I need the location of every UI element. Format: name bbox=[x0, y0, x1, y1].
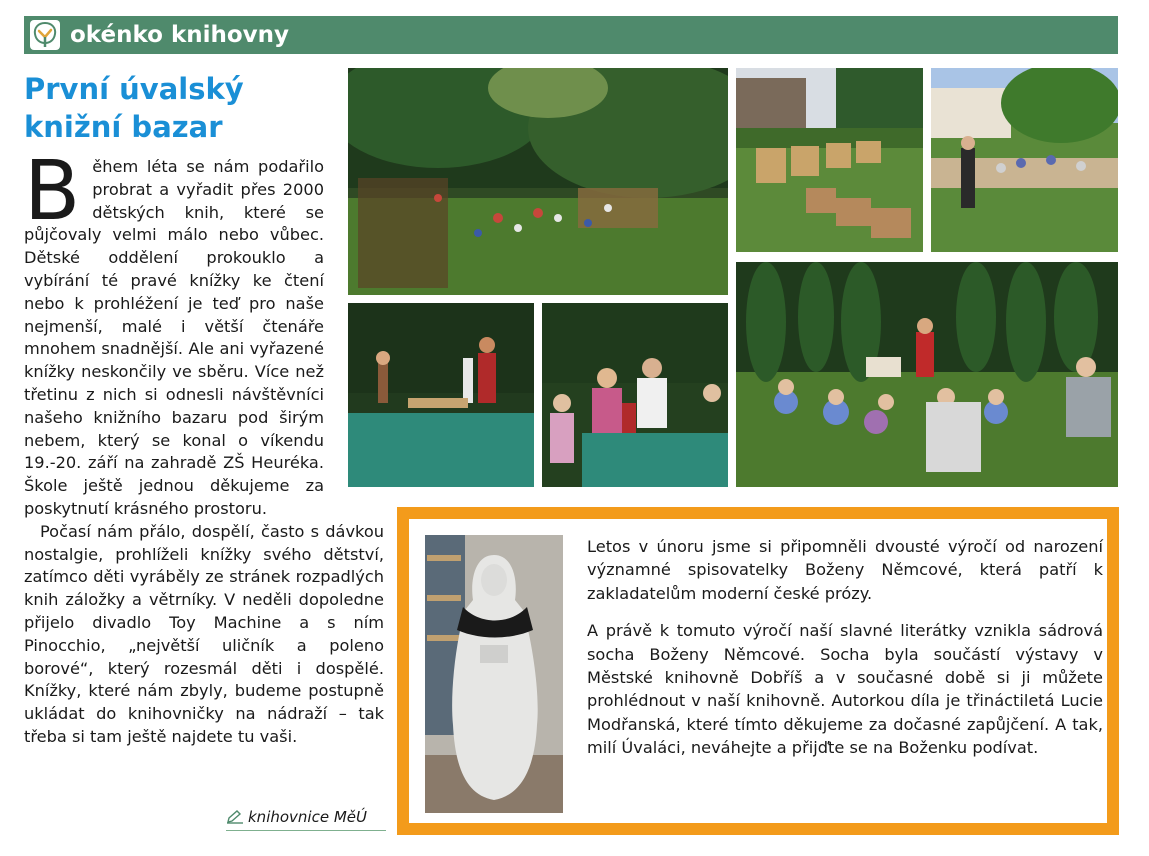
box-paragraph-1: Letos v únoru jsme si připomněli dvousté výročí od narození významné spisovatelky Boženy Němcové, která patří k zakladatelům moderní české prózy. bbox=[587, 537, 1103, 603]
photo-accordion-audience bbox=[736, 262, 1118, 487]
signature-text: knihovnice MěÚ bbox=[248, 808, 367, 826]
box-paragraph-2: A právě k tomuto výročí naší slavné literátky vznikla sádrová socha Boženy Němcové. Socha byla součástí výstavy v Městské knihovně Dobříš a v současné době si ji můžete prohlédnout v naší knihovně. Autorkou díla je třináctiletá Lucie Modřanská, které tímto děkujeme za dočasné zapůjčení. A tak, milí Úvaláci, neváhejte a přijďte se na Boženku podívat. bbox=[587, 621, 1103, 758]
library-tree-logo-icon bbox=[30, 20, 60, 50]
photo-puppets-table bbox=[348, 303, 534, 487]
article-paragraph-1 bbox=[24, 144, 384, 521]
photo-nemcova-statue bbox=[425, 535, 563, 813]
pencil-icon bbox=[226, 810, 244, 824]
article-signature bbox=[226, 808, 386, 831]
article-paragraph-2: Počasí nám přálo, dospělí, často s dávkou nostalgie, prohlíželi knížky svého dětství, zatímco děti vyráběly ze stránek rozpadlých knih záložky a větrníky. V neděli dopoledne přijelo divadlo Toy Machine a s ním Pinocchio, „největší uličník a poleno borové“, který rozesmál děti i dospělé. Knížky, které nám zbyly, budeme postupně ukládat do knihovničky na nádraží – tak třeba si tam ještě najdete tu vaši. bbox=[24, 521, 384, 746]
box-text bbox=[587, 535, 1103, 760]
photo-puppet-show bbox=[542, 303, 728, 487]
photo-browsing-books bbox=[931, 68, 1118, 252]
section-header bbox=[24, 16, 1118, 54]
nemcova-statue-box bbox=[397, 507, 1119, 835]
article-body bbox=[24, 144, 384, 749]
drop-cap: B bbox=[24, 144, 81, 239]
photo-bazaar-garden bbox=[348, 68, 728, 295]
photo-book-boxes bbox=[736, 68, 923, 252]
paragraph-1-text: ěhem léta se nám podařilo probrat a vyřadit přes 2000 dětských knih, které se půjčovaly velmi málo nebo vůbec. Dětské oddělení prokouklo a vybírání té pravé knížky ke čtení nebo k prohléžení je teď pro naše nejmenší, malé i větší čtenáře mnohem snadnější. Ale ani vyřazené knížky neskončily ve sběru. Více než třetinu z nich si odnesli návštěvníci našeho knižního bazaru pod širým nebem, který se konal o víkendu 19.-20. září na zahradě ZŠ Heuréka. Škole ještě jednou děkujeme za poskytnutí krásného prostoru. bbox=[24, 157, 324, 518]
article-headline: První úvalský knižní bazar bbox=[24, 72, 244, 144]
section-title: okénko knihovny bbox=[70, 22, 290, 48]
